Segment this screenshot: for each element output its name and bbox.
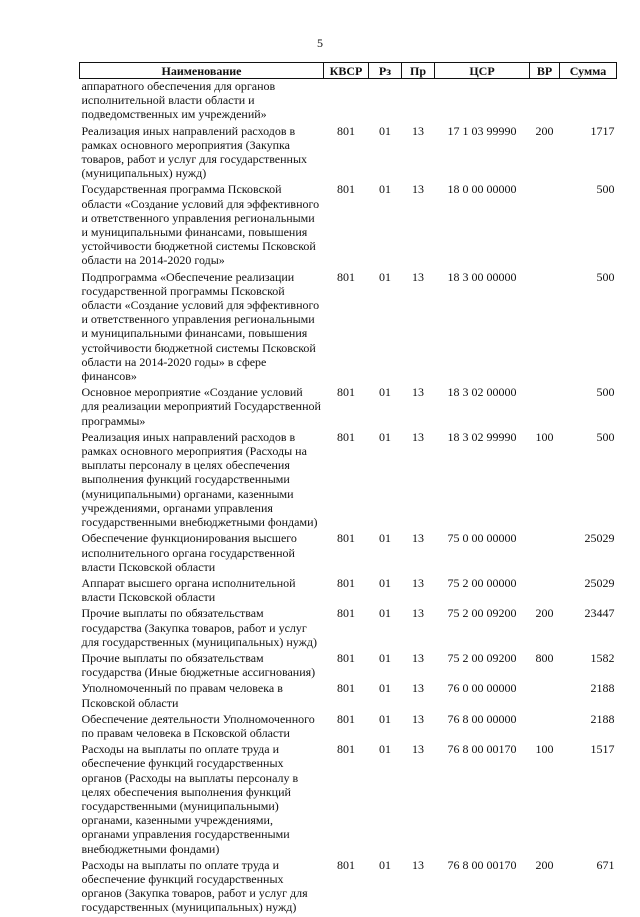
cell-vr: 200 — [535, 857, 554, 872]
cell-vr: 100 — [535, 429, 554, 444]
cell-csr — [435, 79, 530, 124]
cell-kvsr: 801 — [337, 681, 355, 696]
cell-csr: 18 0 00 00000 — [447, 182, 517, 197]
cell-rz: 01 — [379, 531, 391, 546]
cell-vr — [530, 712, 560, 742]
cell-pr: 13 — [412, 650, 424, 665]
cell-kvsr — [324, 79, 369, 124]
cell-kvsr: 801 — [337, 606, 355, 621]
page-number: 5 — [317, 36, 323, 50]
table-row — [80, 712, 617, 742]
cell-rz: 01 — [379, 650, 391, 665]
cell-csr: 76 8 00 00170 — [447, 742, 517, 757]
cell-sum: 1517 — [590, 742, 615, 757]
cell-kvsr: 801 — [337, 742, 355, 757]
cell-pr: 13 — [412, 681, 424, 696]
cell-csr: 75 2 00 00000 — [447, 575, 517, 590]
cell-name: Основное мероприятие «Создание условий для реализации мероприятий Государственной программы» — [81, 385, 321, 428]
cell-pr: 13 — [412, 123, 424, 138]
cell-kvsr: 801 — [337, 575, 355, 590]
header-sum: Сумма — [560, 63, 617, 79]
header-pr: Пр — [402, 63, 435, 79]
table-row — [80, 79, 617, 124]
table-row — [80, 576, 617, 606]
cell-rz: 01 — [379, 269, 391, 284]
cell-vr — [530, 576, 560, 606]
cell-name: Прочие выплаты по обязательствам государства (Закупка товаров, работ и услуг для государственных (муниципальных) нужд) — [81, 606, 318, 649]
cell-sum: 25029 — [584, 575, 615, 590]
table-row — [80, 651, 617, 681]
cell-rz: 01 — [379, 711, 391, 726]
table-row — [80, 606, 617, 651]
cell-pr: 13 — [412, 742, 424, 757]
cell-rz: 01 — [379, 123, 391, 138]
cell-sum: 1717 — [590, 123, 615, 138]
table-row — [80, 182, 617, 269]
cell-kvsr: 801 — [337, 385, 355, 400]
cell-rz: 01 — [379, 429, 391, 444]
cell-kvsr: 801 — [337, 650, 355, 665]
cell-rz: 01 — [379, 606, 391, 621]
cell-kvsr: 801 — [337, 269, 355, 284]
cell-pr: 13 — [412, 711, 424, 726]
cell-rz — [369, 79, 402, 124]
cell-csr: 75 0 00 00000 — [447, 531, 517, 546]
cell-vr: 200 — [535, 123, 554, 138]
table-row — [80, 270, 617, 386]
cell-sum: 2188 — [590, 681, 615, 696]
table-row — [80, 681, 617, 711]
table-row — [80, 531, 617, 576]
table-row — [80, 124, 617, 183]
cell-vr — [530, 182, 560, 269]
table-row — [80, 858, 617, 917]
cell-csr: 76 0 00 00000 — [447, 681, 517, 696]
cell-name: Расходы на выплаты по оплате труда и обеспечение функций государственных органов (Расходы на выплаты персоналу в целях обеспечения выполнения функций государственными (муниципальными) органами, казенными учреждениями, органами управления государственными внебюджетными фондами) — [81, 742, 299, 856]
cell-pr: 13 — [412, 857, 424, 872]
cell-csr: 18 3 02 99990 — [447, 429, 517, 444]
cell-name: Прочие выплаты по обязательствам государства (Иные бюджетные ассигнования) — [81, 650, 316, 680]
cell-csr: 76 8 00 00170 — [447, 857, 517, 872]
table-header-row — [80, 63, 617, 79]
cell-sum: 1582 — [590, 650, 615, 665]
cell-kvsr: 801 — [337, 429, 355, 444]
cell-kvsr: 801 — [337, 531, 355, 546]
table-row — [80, 430, 617, 531]
cell-sum: 500 — [596, 385, 615, 400]
header-csr: ЦСР — [435, 63, 530, 79]
cell-pr — [402, 79, 435, 124]
cell-csr: 76 8 00 00000 — [447, 711, 517, 726]
cell-vr: 200 — [535, 606, 554, 621]
cell-kvsr: 801 — [337, 857, 355, 872]
cell-rz: 01 — [379, 857, 391, 872]
cell-vr — [530, 531, 560, 576]
cell-name: Уполномоченный по правам человека в Псковской области — [81, 681, 283, 710]
cell-pr: 13 — [412, 606, 424, 621]
cell-sum: 25029 — [584, 531, 615, 546]
cell-name: Государственная программа Псковской области «Создание условий для эффективного и ответственного управления региональными и муниципальными финансами, повышения устойчивости бюджетной системы Псковской области на 2014-2020 годы» — [81, 182, 320, 268]
cell-vr: 100 — [535, 742, 554, 757]
cell-vr — [530, 385, 560, 430]
cell-vr — [530, 79, 560, 124]
cell-rz: 01 — [379, 385, 391, 400]
cell-pr: 13 — [412, 269, 424, 284]
cell-name: Реализация иных направлений расходов в рамках основного мероприятия (Закупка товаров, работ и услуг для государственных (муниципальных) нужд) — [81, 123, 308, 181]
cell-kvsr: 801 — [337, 123, 355, 138]
table-row — [80, 385, 617, 430]
cell-pr: 13 — [412, 531, 424, 546]
budget-table — [79, 62, 617, 917]
cell-kvsr: 801 — [337, 182, 355, 197]
table-row — [80, 742, 617, 858]
cell-name: Обеспечение функционирования высшего исполнительного органа государственной власти Псковской области — [81, 531, 297, 574]
cell-name: Аппарат высшего органа исполнительной власти Псковской области — [81, 575, 296, 605]
header-kvsr: КВСР — [324, 63, 369, 79]
cell-rz: 01 — [379, 182, 391, 197]
cell-csr: 18 3 00 00000 — [447, 269, 517, 284]
cell-sum: 23447 — [584, 606, 615, 621]
cell-vr — [530, 270, 560, 386]
header-vr: ВР — [530, 63, 560, 79]
cell-sum: 500 — [596, 182, 615, 197]
cell-csr: 75 2 00 09200 — [447, 606, 517, 621]
cell-pr: 13 — [412, 385, 424, 400]
cell-sum: 671 — [596, 857, 615, 872]
cell-vr — [530, 681, 560, 711]
cell-sum: 500 — [596, 429, 615, 444]
cell-csr: 17 1 03 99990 — [447, 123, 517, 138]
cell-csr: 75 2 00 09200 — [447, 650, 517, 665]
cell-csr: 18 3 02 00000 — [447, 385, 517, 400]
cell-name: Расходы на выплаты по оплате труда и обеспечение функций государственных органов (Закупка товаров, работ и услуг для государственных (муниципальных) нужд) — [81, 857, 308, 915]
cell-pr: 13 — [412, 575, 424, 590]
cell-rz: 01 — [379, 681, 391, 696]
cell-name: аппаратного обеспечения для органов исполнительной власти области и подведомственных им учреждений» — [81, 79, 276, 122]
cell-sum: 500 — [596, 269, 615, 284]
header-name: Наименование — [80, 63, 324, 79]
cell-rz: 01 — [379, 575, 391, 590]
table-body — [80, 79, 617, 917]
cell-vr: 800 — [535, 650, 554, 665]
cell-sum — [560, 79, 617, 124]
cell-kvsr: 801 — [337, 711, 355, 726]
cell-pr: 13 — [412, 182, 424, 197]
cell-name: Реализация иных направлений расходов в рамках основного мероприятия (Расходы на выплаты персоналу в целях обеспечения выполнения функций государственными (муниципальными) органами, казенными учреждениями, органами управления государственными внебюджетными фондами) — [81, 429, 318, 530]
cell-rz: 01 — [379, 742, 391, 757]
cell-pr: 13 — [412, 429, 424, 444]
cell-name: Подпрограмма «Обеспечение реализации государственной программы Псковской области «Создание условий для эффективного и ответственного управления региональными и муниципальными финансами, повышения устойчивости бюджетной системы Псковской области на 2014-2020 годы» в сфере финансов» — [81, 269, 320, 384]
cell-sum: 2188 — [590, 711, 615, 726]
cell-name: Обеспечение деятельности Уполномоченного по правам человека в Псковской области — [81, 711, 315, 740]
header-rz: Рз — [369, 63, 402, 79]
